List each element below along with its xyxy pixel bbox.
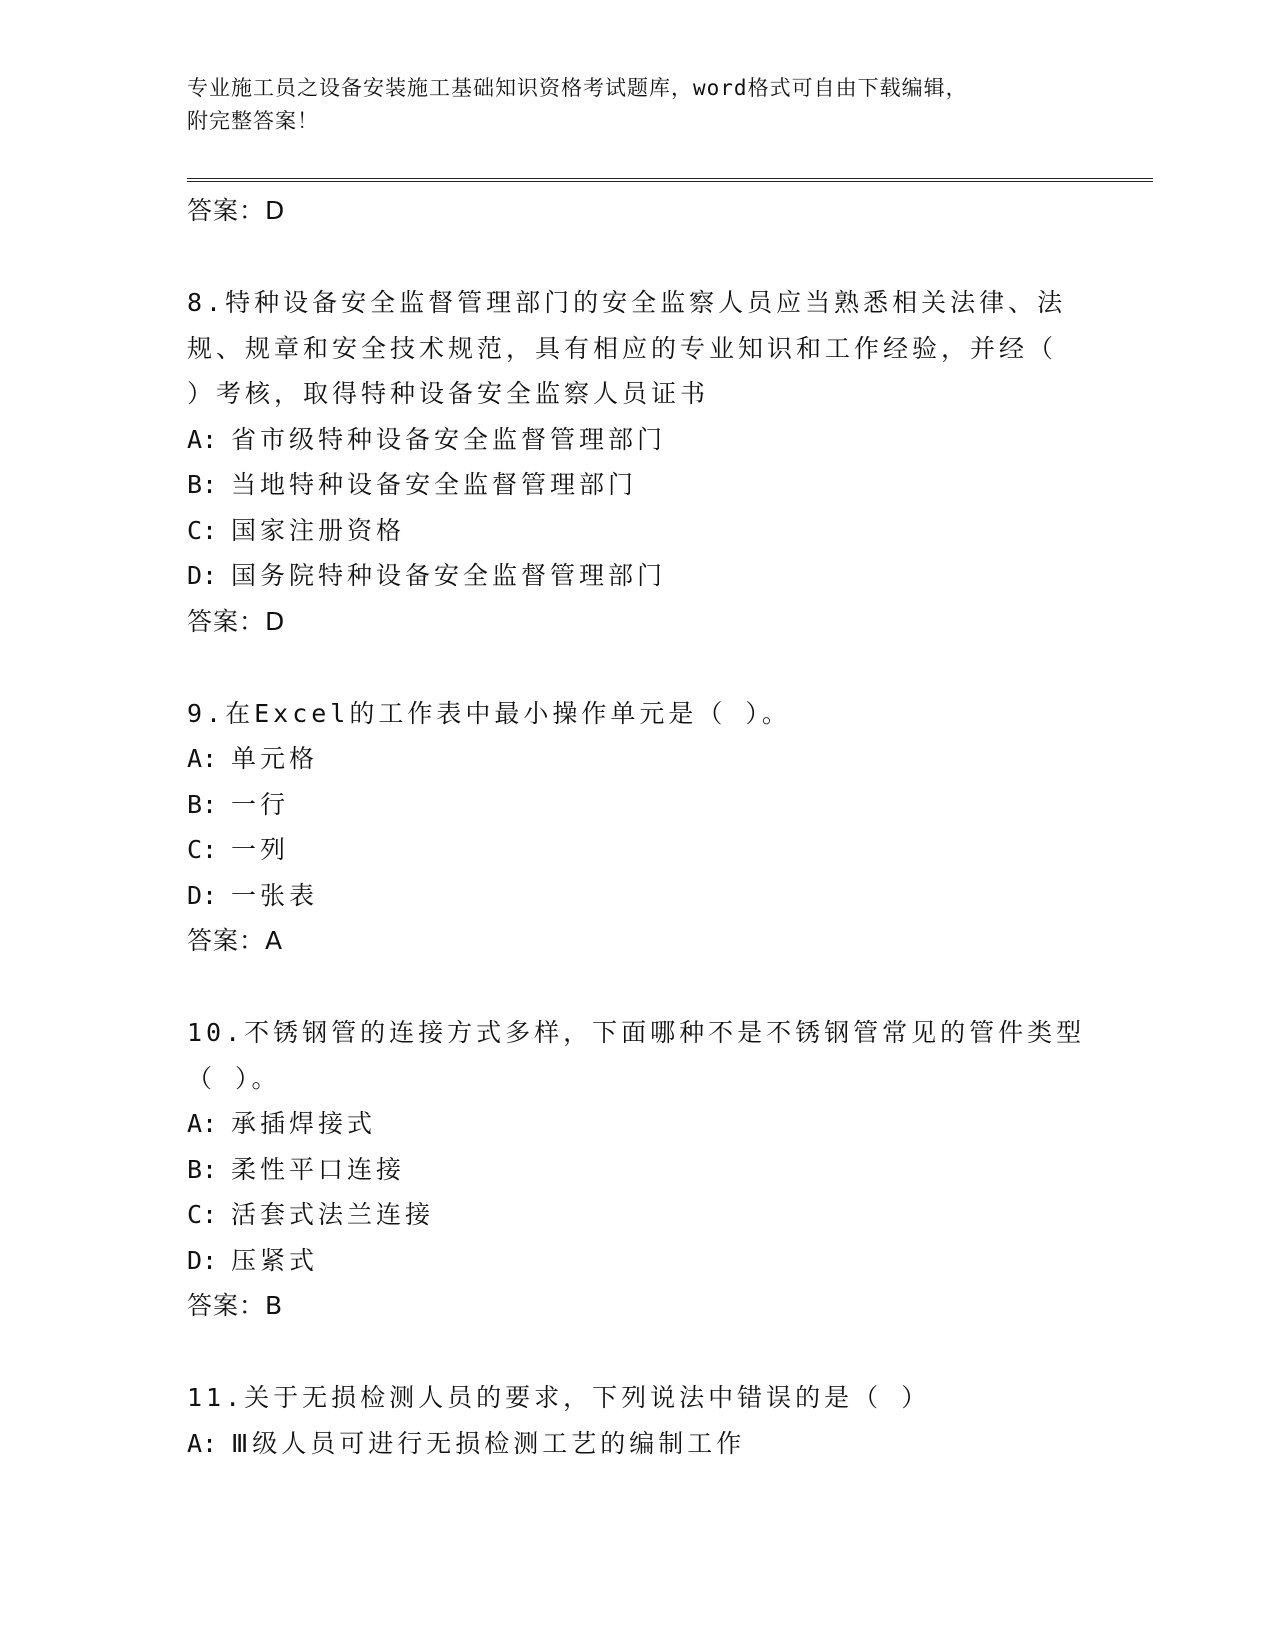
option-key: C: xyxy=(187,835,218,864)
header-line-1: 专业施工员之设备安装施工基础知识资格考试题库，word格式可自由下载编辑， xyxy=(187,76,968,100)
block-spacer xyxy=(187,964,1087,1010)
answer-q9: 答案：A xyxy=(187,926,284,955)
option-key: A: xyxy=(187,1428,218,1458)
question-9-option-b xyxy=(187,782,1087,828)
block-spacer xyxy=(187,645,1087,691)
option-key: B: xyxy=(187,789,218,819)
answer-q10: 答案：B xyxy=(187,1291,284,1320)
question-9-option-a xyxy=(187,736,1087,782)
block-spacer xyxy=(187,234,1087,280)
question-list xyxy=(187,188,1087,1466)
header-divider xyxy=(187,178,1153,182)
question-10-option-a xyxy=(187,1101,1087,1147)
question-11 xyxy=(187,1375,1087,1466)
question-8-line-2: 规、规章和安全技术规范，具有相应的专业知识和工作经验，并经（ xyxy=(187,333,1058,363)
option-key: D: xyxy=(187,880,218,910)
option-key: B: xyxy=(187,1154,218,1184)
option-text: 压紧式 xyxy=(231,1245,319,1275)
option-text: 一列 xyxy=(231,835,290,864)
answer-q7: 答案：D xyxy=(187,196,286,225)
option-text: 单元格 xyxy=(231,744,319,773)
option-text: 柔性平口连接 xyxy=(231,1154,406,1184)
option-text: Ⅲ级人员可进行无损检测工艺的编制工作 xyxy=(231,1428,746,1458)
option-key: A: xyxy=(187,744,218,773)
question-11-option-a xyxy=(187,1421,1087,1467)
question-10-line-2: （ ）。 xyxy=(187,1063,281,1093)
option-text: 承插焊接式 xyxy=(231,1109,377,1138)
option-text: 一行 xyxy=(231,789,290,819)
question-8-option-c xyxy=(187,508,1087,554)
question-9 xyxy=(187,691,1087,965)
question-9-option-c xyxy=(187,827,1087,873)
question-10 xyxy=(187,1010,1087,1329)
option-key: D: xyxy=(187,1245,218,1275)
question-8-option-d xyxy=(187,553,1087,599)
option-text: 国家注册资格 xyxy=(231,515,406,545)
question-8-option-b xyxy=(187,462,1087,508)
question-8 xyxy=(187,280,1087,645)
question-9-option-d xyxy=(187,873,1087,919)
question-9-line-1: 9.在Excel的工作表中最小操作单元是（ ）。 xyxy=(187,698,791,728)
option-text: 国务院特种设备安全监督管理部门 xyxy=(231,561,667,590)
question-11-line-1: 11.关于无损检测人员的要求，下列说法中错误的是（ ） xyxy=(187,1383,931,1412)
block-spacer xyxy=(187,1329,1087,1375)
question-10-option-d xyxy=(187,1238,1087,1284)
header-line-2: 附完整答案！ xyxy=(187,109,319,133)
option-key: D: xyxy=(187,561,218,590)
page-header xyxy=(187,72,1067,138)
question-10-line-1: 10.不锈钢管的连接方式多样，下面哪种不是不锈钢管常见的管件类型 xyxy=(187,1018,1086,1047)
option-key: C: xyxy=(187,1200,218,1229)
question-10-option-b xyxy=(187,1147,1087,1193)
question-8-option-a xyxy=(187,417,1087,463)
option-text: 一张表 xyxy=(231,880,319,910)
option-key: B: xyxy=(187,470,218,499)
question-8-line-3: ）考核，取得特种设备安全监察人员证书 xyxy=(187,379,710,408)
option-text: 当地特种设备安全监督管理部门 xyxy=(231,470,638,499)
answer-q8: 答案：D xyxy=(187,606,286,636)
question-8-line-1: 8.特种设备安全监督管理部门的安全监察人员应当熟悉相关法律、法 xyxy=(187,288,1067,317)
option-text: 省市级特种设备安全监督管理部门 xyxy=(231,424,667,454)
question-10-option-c xyxy=(187,1192,1087,1238)
option-key: C: xyxy=(187,515,218,545)
option-key: A: xyxy=(187,424,218,454)
option-text: 活套式法兰连接 xyxy=(231,1200,435,1229)
option-key: A: xyxy=(187,1109,218,1138)
